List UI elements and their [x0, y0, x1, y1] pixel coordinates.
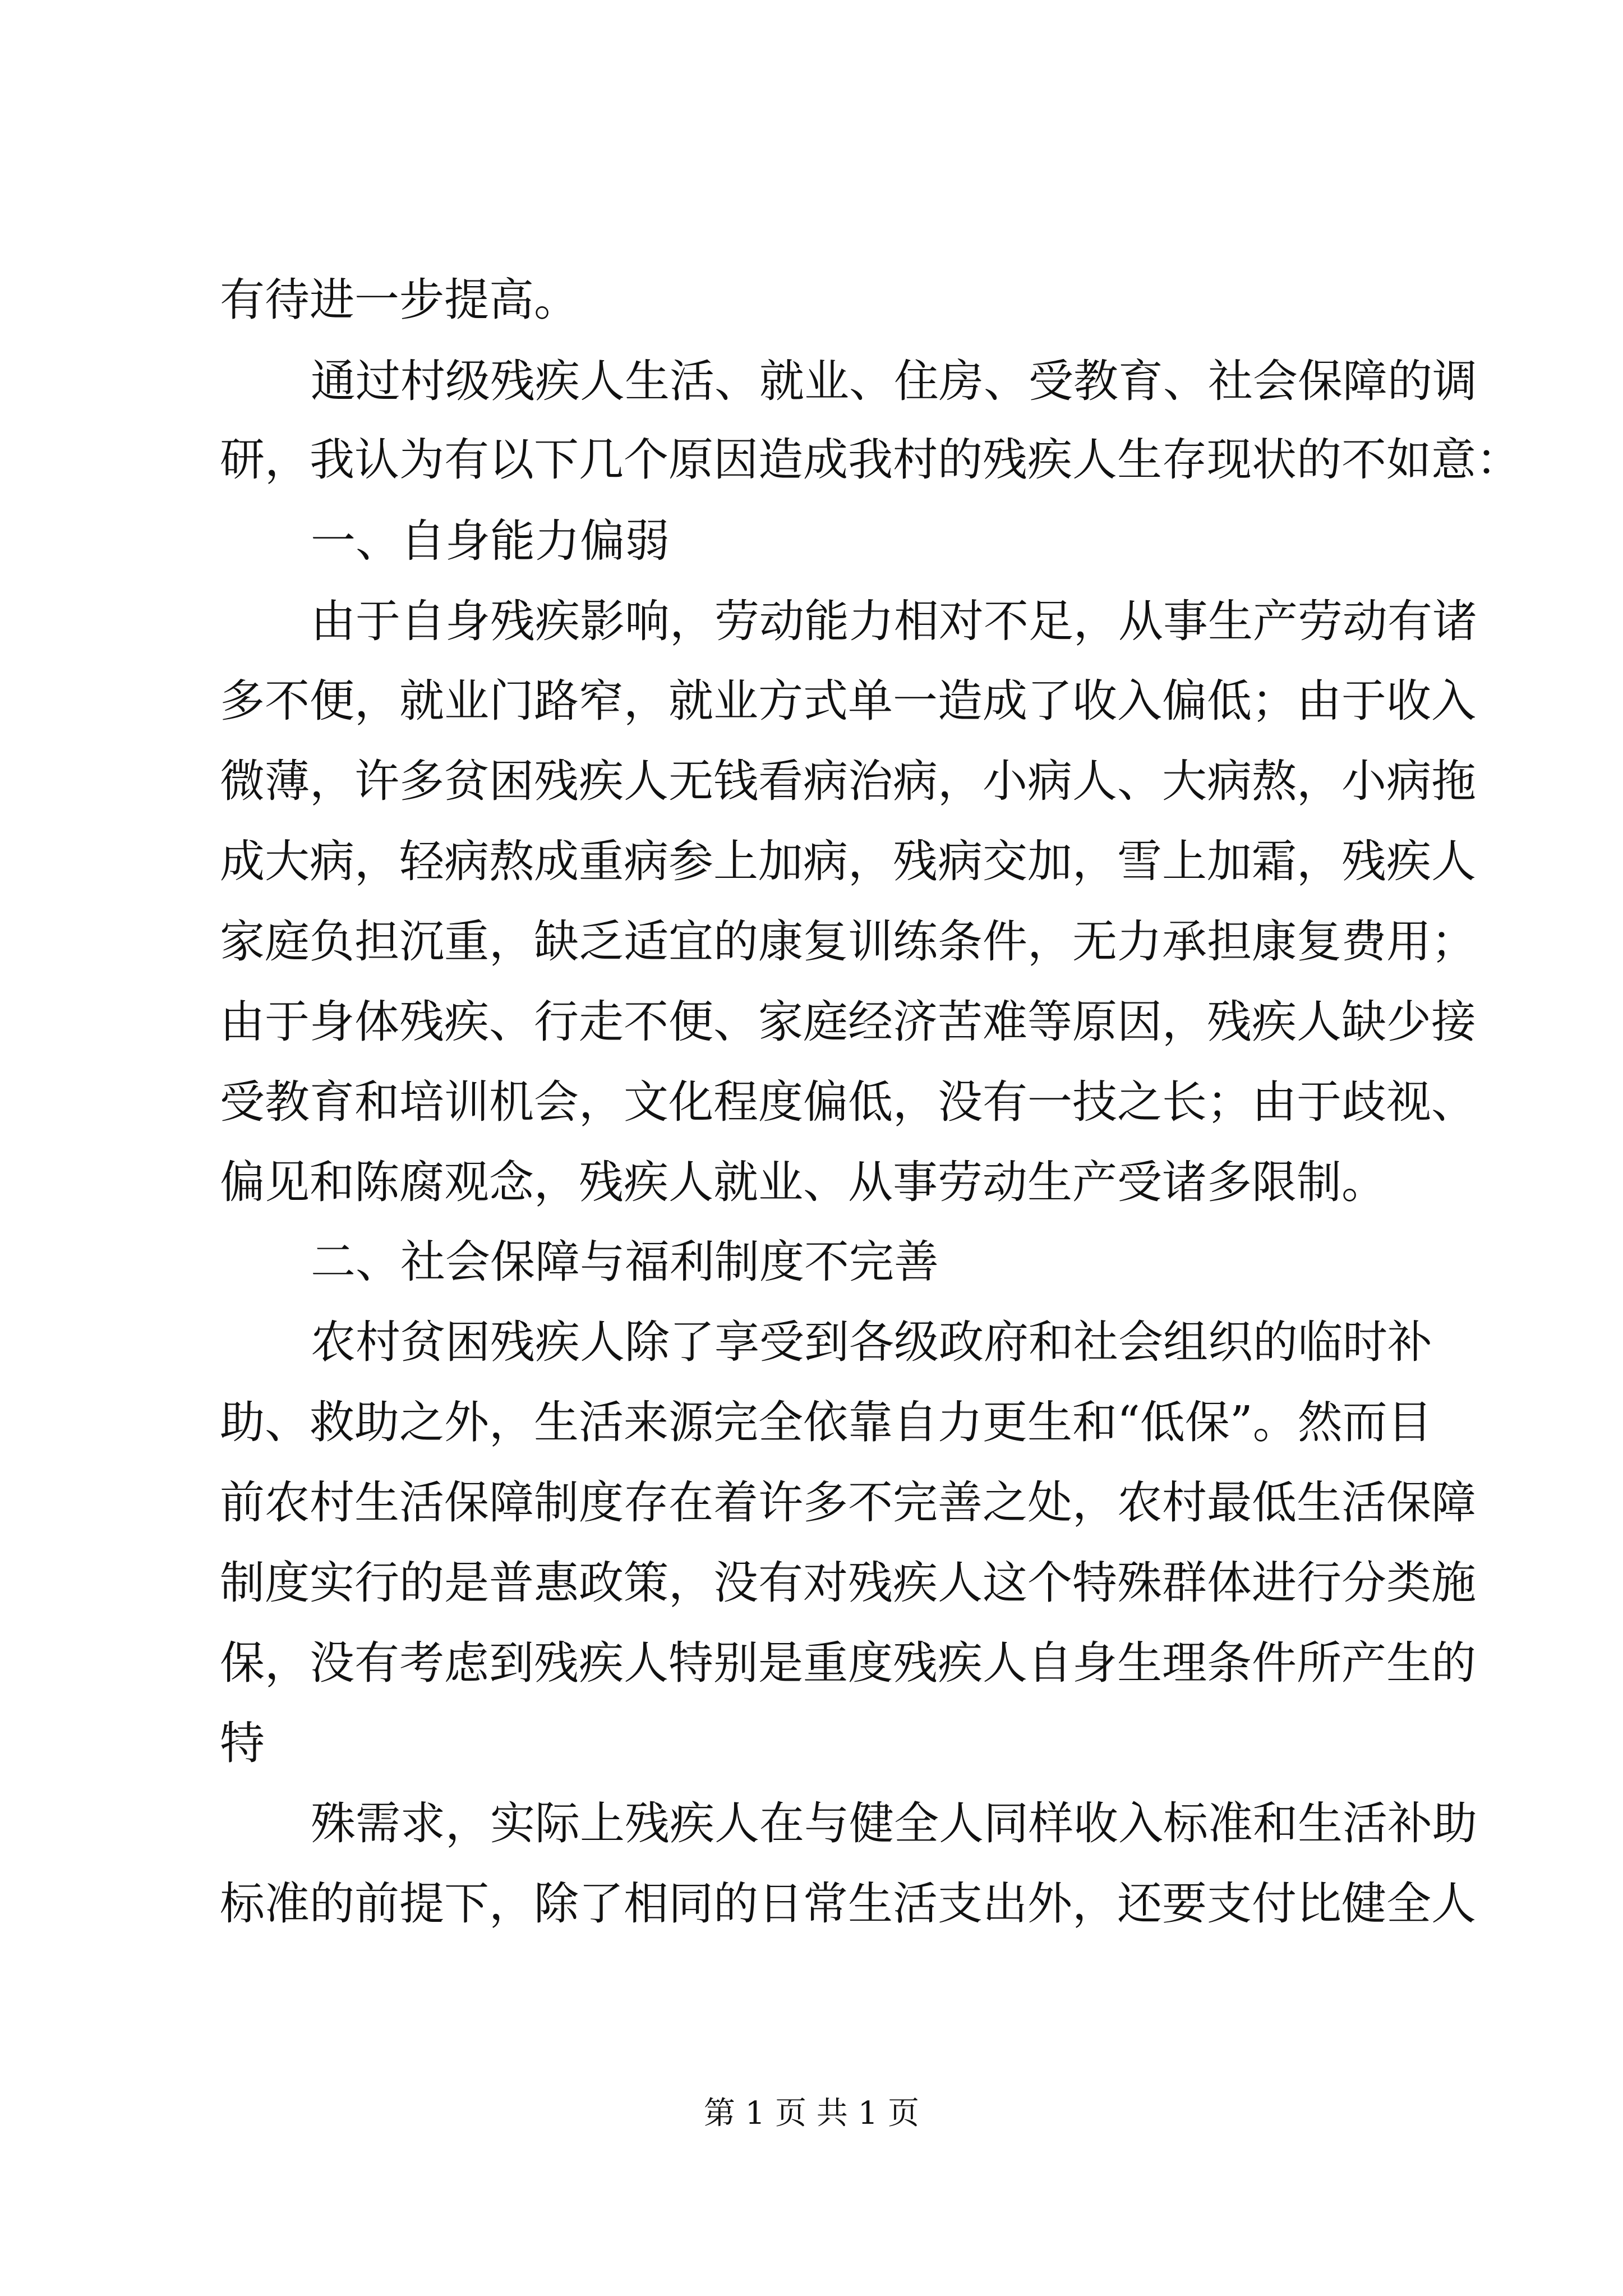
text-line: 标准的前提下，除了相同的日常生活支出外，还要支付比健全人: [220, 1878, 1476, 1930]
paragraph-first-line: 农村贫困残疾人除了享受到各级政府和社会组织的临时补: [311, 1316, 1432, 1368]
text-line: 由于身体残疾、行走不便、家庭经济苦难等原因，残疾人缺少接: [220, 996, 1476, 1048]
text-line: 特: [220, 1717, 265, 1769]
paragraph-first-line: 殊需求，实际上残疾人在与健全人同样收入标准和生活补助: [311, 1797, 1477, 1849]
text-line: 微薄，许多贫困残疾人无钱看病治病，小病人、大病熬，小病拖: [220, 755, 1476, 807]
paragraph-first-line: 由于自身残疾影响，劳动能力相对不足，从事生产劳动有诸: [311, 595, 1477, 647]
section-heading: 一、自身能力偏弱: [311, 515, 670, 567]
page-footer: 第 1 页 共 1 页: [703, 2095, 920, 2132]
text-line: 研，我认为有以下几个原因造成我村的残疾人生存现状的不如意：: [220, 434, 1521, 486]
paragraph-first-line: 通过村级残疾人生活、就业、住房、受教育、社会保障的调: [311, 355, 1477, 407]
text-line: 受教育和培训机会，文化程度偏低，没有一技之长；由于歧视、: [220, 1076, 1476, 1128]
text-line: 助、救助之外，生活来源完全依靠自力更生和“低保”。然而目: [220, 1396, 1432, 1448]
text-line: 制度实行的是普惠政策，没有对残疾人这个特殊群体进行分类施: [220, 1557, 1476, 1609]
text-line: 成大病，轻病熬成重病参上加病，残病交加，雪上加霜，残疾人: [220, 835, 1476, 887]
text-line: 有待进一步提高。: [220, 274, 579, 326]
text-line: 前农村生活保障制度存在着许多不完善之处，农村最低生活保障: [220, 1476, 1476, 1529]
section-heading: 二、社会保障与福利制度不完善: [311, 1236, 939, 1288]
text-line: 保，没有考虑到残疾人特别是重度残疾人自身生理条件所产生的: [220, 1637, 1476, 1689]
text-line: 多不便，就业门路窄，就业方式单一造成了收入偏低；由于收入: [220, 675, 1476, 727]
text-line: 偏见和陈腐观念，残疾人就业、从事劳动生产受诸多限制。: [220, 1156, 1386, 1208]
text-line: 家庭负担沉重，缺乏适宜的康复训练条件，无力承担康复费用；: [220, 915, 1476, 968]
